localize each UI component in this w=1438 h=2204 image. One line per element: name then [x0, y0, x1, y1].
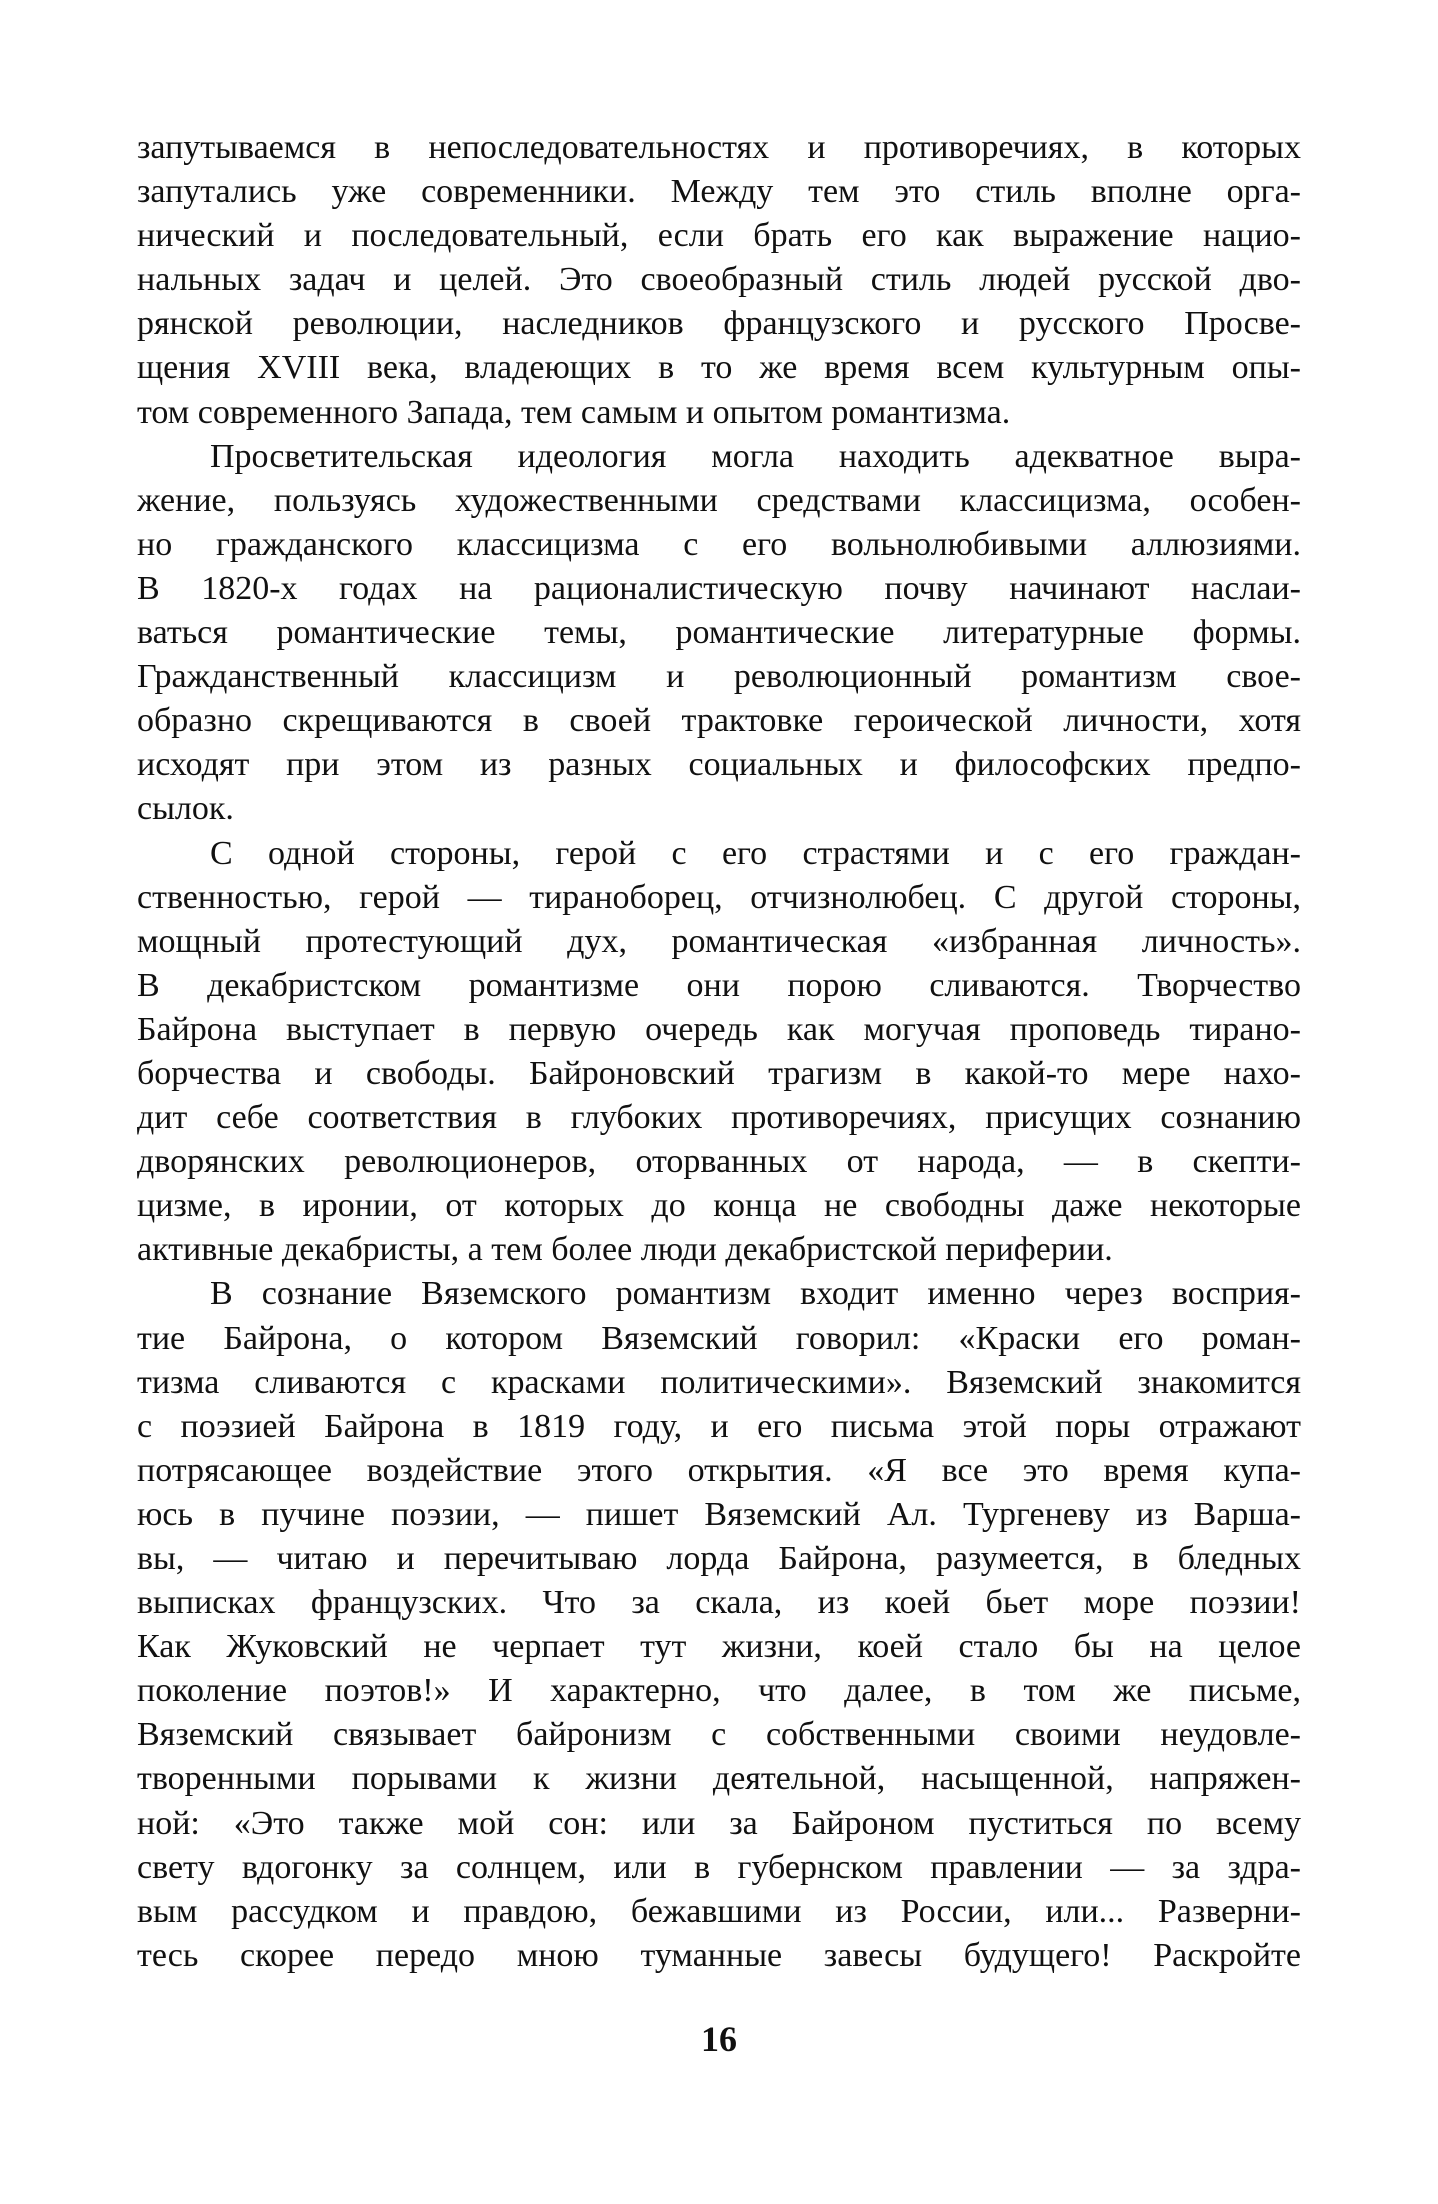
text-line: тие Байрона, о котором Вяземский говорил: «Краски его роман-: [137, 1319, 1301, 1357]
text-line: мощный протестующий дух, романтическая «избранная личность».: [137, 922, 1301, 960]
text-line: нический и последовательный, если брать его как выражение нацио-: [137, 217, 1301, 255]
text-line: дит себе соответствия в глубоких противоречиях, присущих сознанию: [137, 1099, 1301, 1137]
text-line: юсь в пучине поэзии, — пишет Вяземский Ал. Тургеневу из Варша-: [137, 1495, 1301, 1533]
text-line: В 1820-х годах на рационалистическую почву начинают наслаи-: [137, 569, 1301, 607]
text-line: цизме, в иронии, от которых до конца не свободны даже некоторые: [137, 1187, 1301, 1225]
page-number: 16: [701, 2019, 737, 2059]
paragraph: [137, 832, 1301, 1273]
text-line: потрясающее воздействие этого открытия. «Я все это время купа-: [137, 1451, 1301, 1489]
text-line: Просветительская идеология могла находить адекватное выра-: [210, 437, 1301, 475]
text-line: нальных задач и целей. Это своеобразный стиль людей русской дво-: [137, 261, 1301, 299]
text-line: запутываемся в непоследовательностях и противоречиях, в которых: [137, 129, 1301, 166]
paragraph: [137, 126, 1301, 435]
text-line: ной: «Это также мой сон: или за Байроном пуститься по всему: [137, 1804, 1301, 1842]
text-line: щения XVIII века, владеющих в то же время всем культурным опы-: [137, 349, 1301, 387]
text-line: но гражданского классицизма с его вольнолюбивыми аллюзиями.: [137, 525, 1301, 563]
text-line: тесь скорее передо мною туманные завесы будущего! Раскройте: [137, 1936, 1301, 1974]
text-line: Вяземский связывает байронизм с собственными своими неудовле-: [137, 1716, 1301, 1754]
text-line: рянской революции, наследников французского и русского Просве-: [137, 305, 1301, 343]
text-line: ваться романтические темы, романтические литературные формы.: [137, 614, 1301, 652]
text-line: том современного Запада, тем самым и опытом романтизма.: [137, 393, 1011, 431]
text-line: свету вдогонку за солнцем, или в губернском правлении — за здра-: [137, 1848, 1301, 1886]
text-line: Байрона выступает в первую очередь как могучая проповедь тирано-: [137, 1010, 1301, 1048]
text-line: выписках французских. Что за скала, из коей бьет море поэзии!: [137, 1584, 1301, 1622]
text-line: сылок.: [137, 790, 234, 828]
text-line: вы, — читаю и перечитываю лорда Байрона, разумеется, в бледных: [137, 1540, 1301, 1577]
text-line: образно скрещиваются в своей трактовке героической личности, хотя: [137, 702, 1301, 740]
text-line: с поэзией Байрона в 1819 году, и его письма этой поры отражают: [137, 1407, 1301, 1445]
text-line: активные декабристы, а тем более люди декабристской периферии.: [137, 1231, 1113, 1269]
paragraph: [137, 1272, 1301, 1978]
text-line: творенными порывами к жизни деятельной, насыщенной, напряжен-: [137, 1760, 1301, 1798]
text-line: Гражданственный классицизм и революционный романтизм свое-: [137, 658, 1301, 696]
text-line: жение, пользуясь художественными средствами классицизма, особен-: [137, 481, 1301, 519]
text-line: борчества и свободы. Байроновский трагизм в какой-то мере нахо-: [137, 1054, 1301, 1092]
text-line: В декабристском романтизме они порою сливаются. Творчество: [137, 966, 1301, 1004]
text-line: вым рассудком и правдою, бежавшими из России, или... Разверни-: [137, 1892, 1301, 1930]
body-text: [137, 126, 1301, 1978]
paragraph: [137, 435, 1301, 832]
text-line: тизма сливаются с красками политическими». Вяземский знакомится: [137, 1363, 1301, 1401]
text-line: С одной стороны, герой с его страстями и с его граждан-: [210, 834, 1301, 872]
text-line: поколение поэтов!» И характерно, что далее, в том же письме,: [137, 1672, 1301, 1710]
text-line: запутались уже современники. Между тем это стиль вполне орга-: [137, 173, 1301, 211]
text-line: В сознание Вяземского романтизм входит именно через восприя-: [210, 1275, 1301, 1313]
text-line: исходят при этом из разных социальных и философских предпо-: [137, 746, 1301, 784]
text-line: дворянских революционеров, оторванных от народа, — в скепти-: [137, 1143, 1301, 1181]
text-line: ственностью, герой — тираноборец, отчизнолюбец. С другой стороны,: [137, 878, 1301, 916]
text-line: Как Жуковский не черпает тут жизни, коей стало бы на целое: [137, 1628, 1301, 1666]
